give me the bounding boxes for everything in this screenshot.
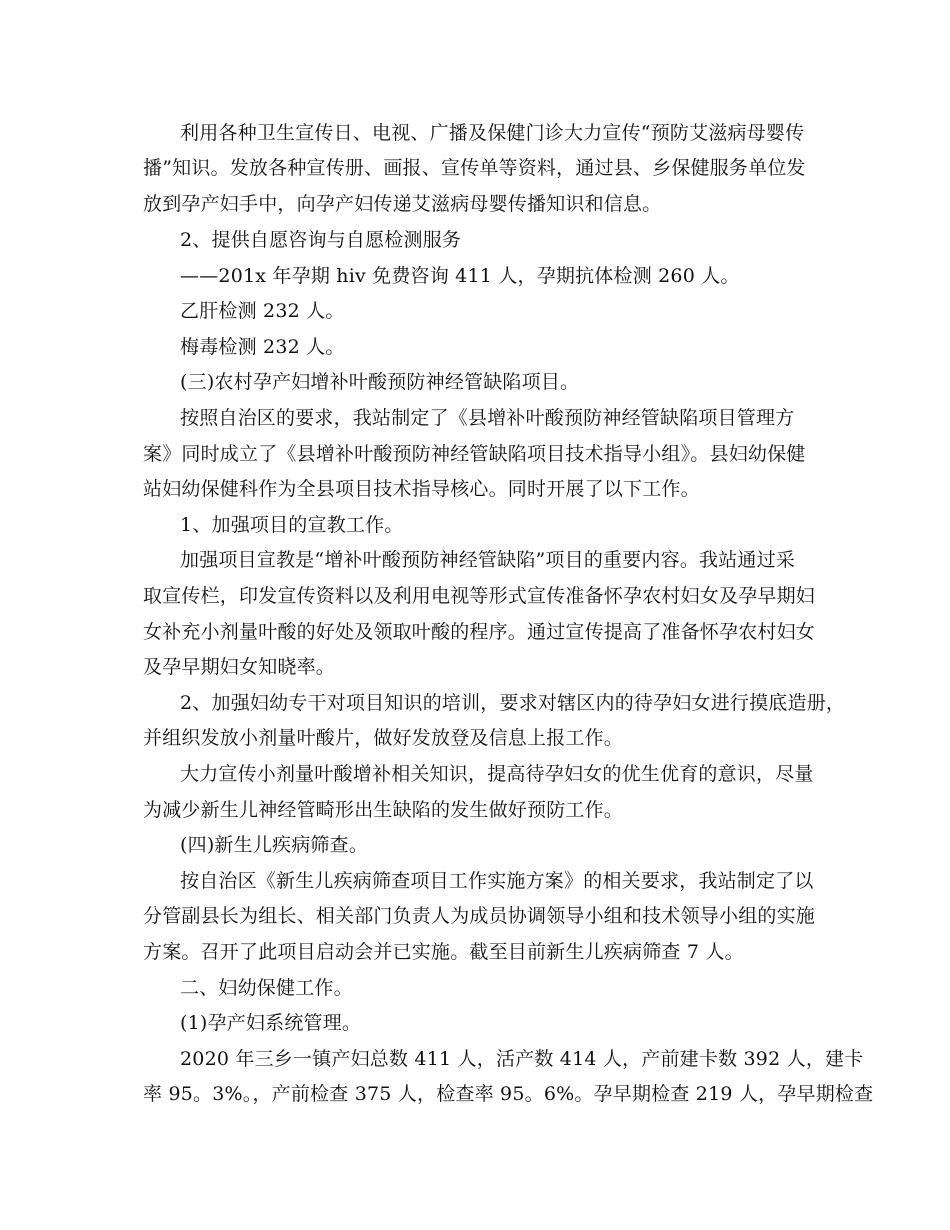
section-heading: 2、提供自愿咨询与自愿检测服务 <box>180 229 462 251</box>
paragraph-line: 放到孕产妇手中，向孕产妇传递艾滋病母婴传播知识和信息。 <box>143 193 662 215</box>
paragraph-line: 率 95。3%。，产前检查 375 人，检查率 95。6%。孕早期检查 219 人，孕早期检查 <box>143 1083 874 1105</box>
paragraph-line: 站妇幼保健科作为全县项目技术指导核心。同时开展了以下工作。 <box>143 478 700 500</box>
paragraph-line: 女补充小剂量叶酸的好处及领取叶酸的程序。通过宣传提高了准备怀孕农村妇女 <box>143 621 816 643</box>
paragraph-line: 加强项目宣教是“增补叶酸预防神经管缺陷”项目的重要内容。我站通过采 <box>180 549 796 571</box>
section-heading: (四)新生儿疾病筛查。 <box>180 834 369 856</box>
paragraph-line: 方案。召开了此项目启动会并已实施。截至目前新生儿疾病筛查 7 人。 <box>143 941 744 963</box>
paragraph-line: 大力宣传小剂量叶酸增补相关知识，提高待孕妇女的优生优育的意识，尽量 <box>180 763 814 785</box>
paragraph-line: 利用各种卫生宣传日、电视、广播及保健门诊大力宣传“预防艾滋病母婴传 <box>180 122 805 144</box>
paragraph-line: 2020 年三乡一镇产妇总数 411 人，活产数 414 人，产前建卡数 392 人，建卡 <box>180 1048 864 1070</box>
paragraph-line: 分管副县长为组长、相关部门负责人为成员协调领导小组和技术领导小组的实施 <box>143 905 816 927</box>
section-heading: (三)农村孕产妇增补叶酸预防神经管缺陷项目。 <box>180 371 580 393</box>
paragraph-line: 2、加强妇幼专干对项目知识的培训，要求对辖区内的待孕妇女进行摸底造册， <box>180 692 846 714</box>
paragraph-line: 案》同时成立了《县增补叶酸预防神经管缺陷项目技术指导小组》。县妇幼保健 <box>143 443 806 465</box>
paragraph-line: ——201x 年孕期 hiv 免费咨询 411 人，孕期抗体检测 260 人。 <box>180 265 740 287</box>
section-heading: (1)孕产妇系统管理。 <box>180 1012 362 1034</box>
paragraph-line: 为减少新生儿神经管畸形出生缺陷的发生做好预防工作。 <box>143 799 624 821</box>
paragraph-line: 取宣传栏，印发宣传资料以及利用电视等形式宣传准备怀孕农村妇女及孕早期妇 <box>143 585 816 607</box>
section-heading: 1、加强项目的宣教工作。 <box>180 514 404 536</box>
paragraph-line: 梅毒检测 232 人。 <box>180 336 345 358</box>
paragraph-line: 乙肝检测 232 人。 <box>180 300 345 322</box>
paragraph-line: 及孕早期妇女知晓率。 <box>143 656 336 678</box>
paragraph-line: 按自治区《新生儿疾病筛查项目工作实施方案》的相关要求，我站制定了以 <box>180 870 814 892</box>
paragraph-line: 播”知识。发放各种宣传册、画报、宣传单等资料，通过县、乡保健服务单位发 <box>143 157 806 179</box>
paragraph-line: 按照自治区的要求，我站制定了《县增补叶酸预防神经管缺陷项目管理方 <box>180 407 795 429</box>
section-heading: 二、妇幼保健工作。 <box>180 977 353 999</box>
paragraph-line: 并组织发放小剂量叶酸片，做好发放登及信息上报工作。 <box>143 727 624 749</box>
